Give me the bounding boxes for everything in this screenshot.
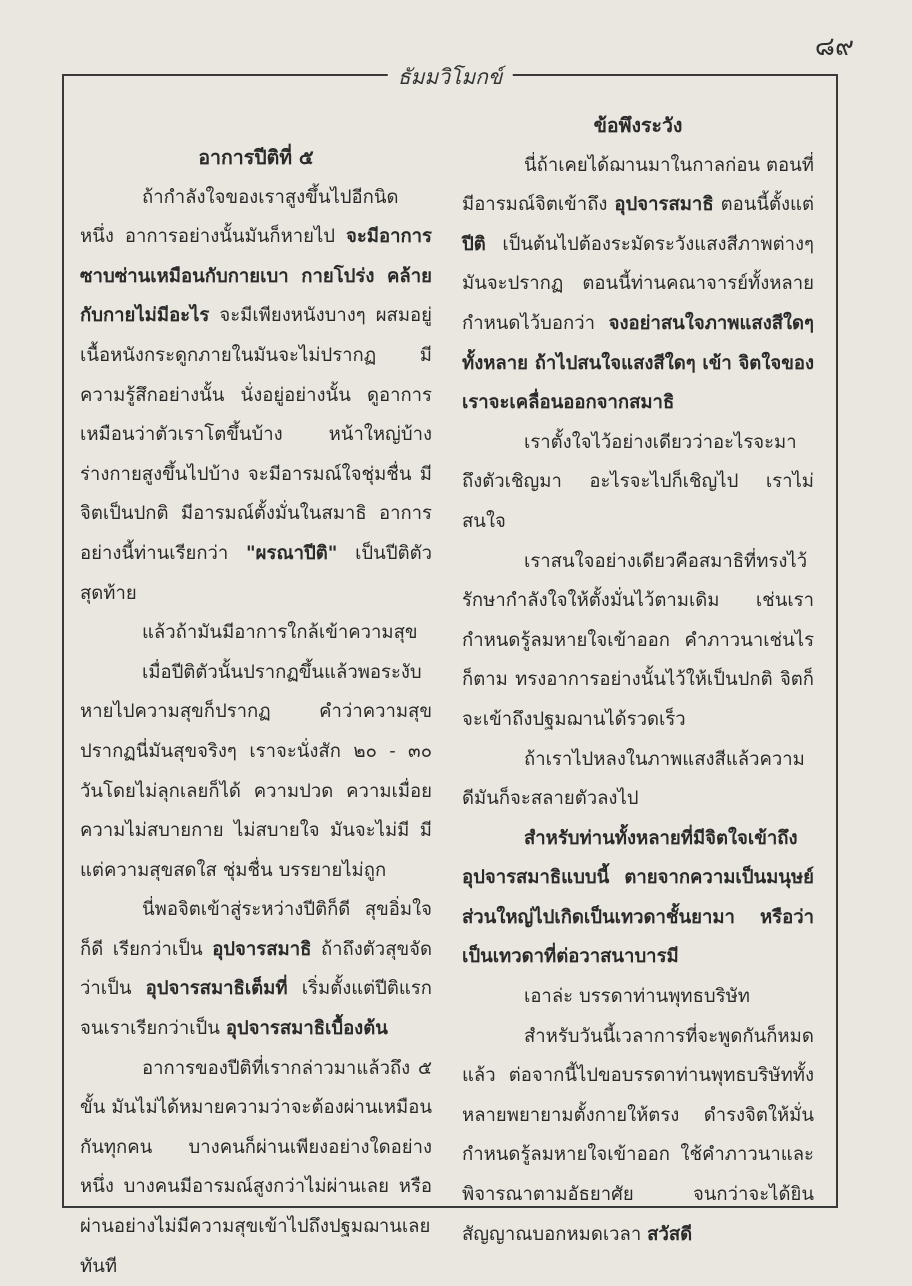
paragraph xyxy=(462,819,814,977)
emphasis-text: อุปจารสมาธิ xyxy=(212,938,312,960)
emphasis-text: สวัสดี xyxy=(647,1223,693,1245)
paragraph: แล้วถ้ามันมีอาการใกล้เข้าความสุข xyxy=(142,622,418,644)
emphasis-text: สำหรับท่านทั้งหลายที่มีจิตใจเข้าถึงอุปจารสมาธิแบบนี้ ตายจากความเป็นมนุษย์ส่วนใหญ่ไปเกิดเป็นเทวดาชั้นยามา หรือว่าเป็นเทวดาที่ต่อวาสนาบารมี xyxy=(462,827,814,968)
running-header: ธัมมวิโมกข์ xyxy=(388,61,513,94)
paragraph: นี่ถ้าเคยได้ฌานมาในกาลก่อน ตอนที่มีอารมณ์จิตเข้าถึง อุปจารสมาธิ ตอนนี้ตั้งแต่ ปีติ เป็นต้นไปต้องระมัดระวังแสงสีภาพต่างๆ มันจะปรากฏ ตอนนี้ท่านคณาจารย์ทั้งหลายกำหนดไว้บอกว่า จงอย่าสนใจภาพแสงสีใดๆ ทั้งหลาย ถ้าไปสนใจแสงสีใดๆ เข้า จิตใจของเราจะเคลื่อนออกจากสมาธิ xyxy=(462,154,814,414)
left-column xyxy=(80,138,432,1286)
paragraph: เมื่อปีติตัวนั้นปรากฏขึ้นแล้วพอระงับหายไปความสุขก็ปรากฏ คำว่าความสุขปรากฏนี่มันสุขจริงๆ เราจะนั่งสัก ๒๐ - ๓๐ วันโดยไม่ลุกเลยก็ได้ ความปวด ความเมื่อย ความไม่สบายกาย ไม่สบายใจ มันจะไม่มี มีแต่ความสุขสดใส ชุ่มชื่น บรรยายไม่ถูก xyxy=(80,661,432,881)
paragraph: เราสนใจอย่างเดียวคือสมาธิที่ทรงไว้รักษากำลังใจให้ตั้งมั่นไว้ตามเดิม เช่นเรากำหนดรู้ลมหายใจเข้าออก คำภาวนาเช่นไรก็ตาม ทรงอาการอย่างนั้นไว้ให้เป็นปกติ จิตก็จะเข้าถึงปฐมฌานได้รวดเร็ว xyxy=(462,550,814,730)
section-heading: ข้อพึงระวัง xyxy=(593,114,683,137)
paragraph: เอาล่ะ บรรดาท่านพุทธบริษัท xyxy=(524,986,750,1008)
paragraph: เราตั้งใจไว้อย่างเดียวว่าอะไรจะมาถึงตัวเชิญมา อะไรจะไปก็เชิญไป เราไม่สนใจ xyxy=(462,431,814,532)
paragraph: นี่พอจิตเข้าสู่ระหว่างปีติก็ดี สุขอิ่มใจก็ดี เรียกว่าเป็น อุปจารสมาธิ ถ้าถึงตัวสุขจัดว่าเป็น อุปจารสมาธิเต็มที่ เริ่มตั้งแต่ปีติแรกจนเราเรียกว่าเป็น อุปจารสมาธิเบื้องต้น xyxy=(80,899,432,1040)
emphasis-text: จงอย่าสนใจภาพแสงสีใดๆ ทั้งหลาย ถ้าไปสนใจแสงสีใดๆ เข้า จิตใจของเราจะเคลื่อนออกจากสมาธิ xyxy=(462,312,814,414)
paragraph: ถ้าเราไปหลงในภาพแสงสีแล้วความดีมันก็จะสลายตัวลงไป xyxy=(462,748,805,810)
content-frame xyxy=(62,65,838,1277)
emphasis-text: "ผรณาปีติ" xyxy=(246,542,338,564)
emphasis-text: จะมีอาการซาบซ่านเหมือนกับกายเบา กายโปร่ง คล้ายกับกายไม่มีอะไร xyxy=(80,226,432,327)
emphasis-text: อุปจารสมาธิเบื้องต้น xyxy=(225,1018,388,1040)
emphasis-text: อุปจารสมาธิ xyxy=(614,194,714,216)
page-number: ๘๙ xyxy=(814,32,854,62)
paragraph: ถ้ากำลังใจของเราสูงขึ้นไปอีกนิดหนึ่ง อาการอย่างนั้นมันก็หายไป จะมีอาการซาบซ่านเหมือนกับกายเบา กายโปร่ง คล้ายกับกายไม่มีอะไร จะมีเพียงหนังบางๆ ผสมอยู่ เนื้อหนังกระดูกภายในมันจะไม่ปรากฏ มีความรู้สึกอย่างนั้น นั่งอยู่อย่างนั้น ดูอาการเหมือนว่าตัวเราโตขึ้นบ้าง หน้าใหญ่บ้าง ร่างกายสูงขึ้นไปบ้าง จะมีอารมณ์ใจชุ่มชื่น มีจิตเป็นปกติ มีอารมณ์ตั้งมั่นในสมาธิ อาการอย่างนี้ท่านเรียกว่า "ผรณาปีติ" เป็นปีติตัวสุดท้าย xyxy=(80,186,432,604)
paragraph: สำหรับวันนี้เวลาการที่จะพูดกันก็หมดแล้ว ต่อจากนี้ไปขอบรรดาท่านพุทธบริษัททั้งหลายพยายามตั้งกายให้ตรง ดำรงจิตให้มั่นกำหนดรู้ลมหายใจเข้าออก ใช้คำภาวนาและพิจารณาตามอัธยาศัย จนกว่าจะได้ยินสัญญาณบอกหมดเวลา สวัสดี xyxy=(462,1025,814,1245)
paragraph: อาการของปีติที่เรากล่าวมาแล้วถึง ๕ ขั้น มันไม่ได้หมายความว่าจะต้องผ่านเหมือนกันทุกคน บางคนก็ผ่านเพียงอย่างใดอย่างหนึ่ง บางคนมีอารมณ์สูงกว่าไม่ผ่านเลย หรือผ่านอย่างไม่มีความสุขเข้าไปถึงปฐมฌานเลยทันที xyxy=(80,1057,432,1277)
section-heading: อาการปีติที่ ๕ xyxy=(198,146,314,169)
emphasis-text: อุปจารสมาธิเต็มที่ xyxy=(145,978,288,1000)
right-column xyxy=(462,106,814,1254)
emphasis-text: ปีติ xyxy=(462,233,486,255)
